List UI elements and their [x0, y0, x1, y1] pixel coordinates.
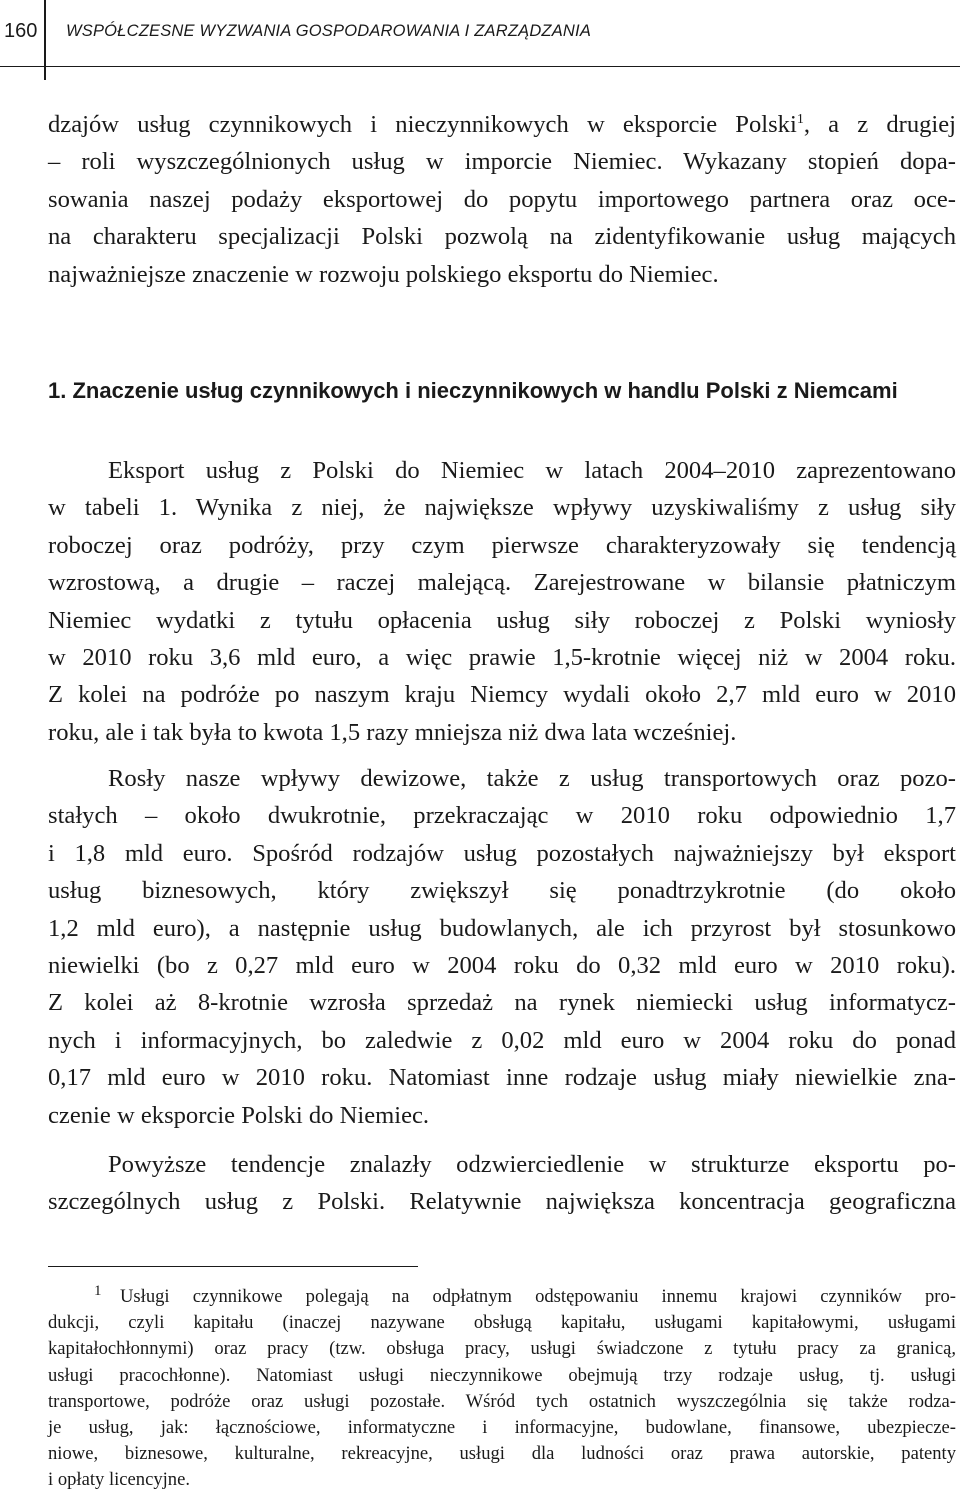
paragraph-export [48, 452, 956, 751]
page-header [0, 0, 960, 82]
text-line: nych i informacyjnych, bo zaledwie z 0,02 mld euro w 2004 roku do ponad [48, 1026, 956, 1054]
text-line: Z kolei na podróże po naszym kraju Niemcy wydali około 2,7 mld euro w 2010 [48, 681, 956, 709]
text-line: sowania naszej podaży eksportowej do popytu importowego partnera oraz oce- [48, 185, 956, 213]
text-line: stałych – około dwukrotnie, przekraczając w 2010 roku odpowiednio 1,7 [48, 802, 956, 830]
footnote-line: niowe, biznesowe, kulturalne, rekreacyjne, usługi dla ludności oraz prawa autorskie, patenty [48, 1443, 956, 1465]
text-line: roboczej oraz podróży, przy czym pierwsze charakteryzowały się tendencją [48, 531, 956, 559]
text-line: Z kolei aż 8-krotnie wzrosła sprzedaż na rynek niemiecki usług informatycz- [48, 989, 956, 1017]
footnote-number: 1 [94, 1283, 102, 1299]
footnote [48, 1284, 956, 1494]
footnote-reference: 1 [796, 112, 804, 127]
text-line: usług biznesowych, który zwiększył się ponadtrzykrotnie (do około [48, 877, 956, 905]
text-line: czenie w eksporcie Polski do Niemiec. [48, 1101, 430, 1129]
footnote-line: usługi pracochłonne). Natomiast usługi nieczynnikowe obejmują trzy rodzaje usług, tj. usługi [48, 1364, 956, 1386]
paragraph-intro [48, 106, 956, 293]
text-line: 0,17 mld euro w 2010 roku. Natomiast inne rodzaje usług miały niewielkie zna- [48, 1064, 956, 1092]
running-head: WSPÓŁCZESNE WYZWANIA GOSPODAROWANIA I ZARZĄDZANIA [66, 22, 592, 40]
paragraph-structure [48, 1146, 956, 1221]
text-line: – roli wyszczególnionych usług w imporcie Niemiec. Wykazany stopień dopa- [48, 148, 956, 176]
text-line: roku, ale i tak była to kwota 1,5 razy mniejsza niż dwa lata wcześniej. [48, 718, 737, 746]
page-number: 160 [4, 20, 38, 42]
text-line: Niemiec wydatki z tytułu opłacenia usług siły roboczej z Polski wyniosły [48, 606, 956, 634]
footnote-line: dukcji, czyli kapitału (inaczej nazywane obsługą kapitału, usługami kapitałowymi, usługami [48, 1312, 956, 1334]
text-line: najważniejsze znaczenie w rozwoju polskiego eksportu do Niemiec. [48, 260, 719, 288]
text-line: Powyższe tendencje znalazły odzwierciedlenie w strukturze eksportu po- [108, 1151, 956, 1178]
footnote-line: transportowe, podróże oraz usługi pozostałe. Wśród tych ostatnich wyszczególnia się także rodza- [48, 1390, 956, 1412]
text-line: wzrostową, a drugie – raczej malejącą. Zarejestrowane w bilansie płatniczym [48, 569, 956, 597]
text-line: w tabeli 1. Wynika z niej, że największe wpływy uzyskiwaliśmy z usług siły [48, 494, 956, 522]
text-line: w 2010 roku 3,6 mld euro, a więc prawie 1,5-krotnie więcej niż w 2004 roku. [48, 644, 956, 672]
footnote-line: je usług, jak: łącznościowe, informatyczne i informacyjne, budowlane, finansowe, ubezpiecze- [48, 1417, 956, 1439]
text-line: Eksport usług z Polski do Niemiec w latach 2004–2010 zaprezentowano [108, 457, 956, 484]
header-horizontal-rule [0, 66, 960, 67]
footnote-line: kapitałochłonnymi) oraz pracy (tzw. obsługa pracy, usługi świadczone z tytułu pracy za granicą, [48, 1338, 956, 1360]
paragraph-transport [48, 760, 956, 1134]
text-line: na charakteru specjalizacji Polski pozwolą na zidentyfikowanie usług mających [48, 223, 956, 251]
text-line: niewielki (bo z 0,27 mld euro w 2004 roku do 0,32 mld euro w 2010 roku). [48, 952, 956, 980]
footnote-line: i opłaty licencyjne. [48, 1469, 190, 1491]
text-line: 1,2 mld euro), a następnie usług budowlanych, ale ich przyrost był stosunkowo [48, 914, 956, 942]
footnote-line: Usługi czynnikowe polegają na odpłatnym odstępowaniu innemu krajowi czynników pro- [120, 1286, 956, 1307]
text-line: Rosły nasze wpływy dewizowe, także z usług transportowych oraz pozo- [108, 765, 956, 792]
text-line: i 1,8 mld euro. Spośród rodzajów usług pozostałych najważniejszy był eksport [48, 839, 956, 867]
footnote-separator [48, 1266, 418, 1267]
section-heading: 1. Znaczenie usług czynnikowych i nieczynnikowych w handlu Polski z Niemcami [48, 378, 898, 403]
text-line: szczególnych usług z Polski. Relatywnie największa koncentracja geograficzna [48, 1188, 956, 1216]
header-vertical-rule [44, 0, 46, 80]
text-line: dzajów usług czynnikowych i nieczynnikowych w eksporcie Polski$^1$, a z drugiej [48, 111, 956, 138]
